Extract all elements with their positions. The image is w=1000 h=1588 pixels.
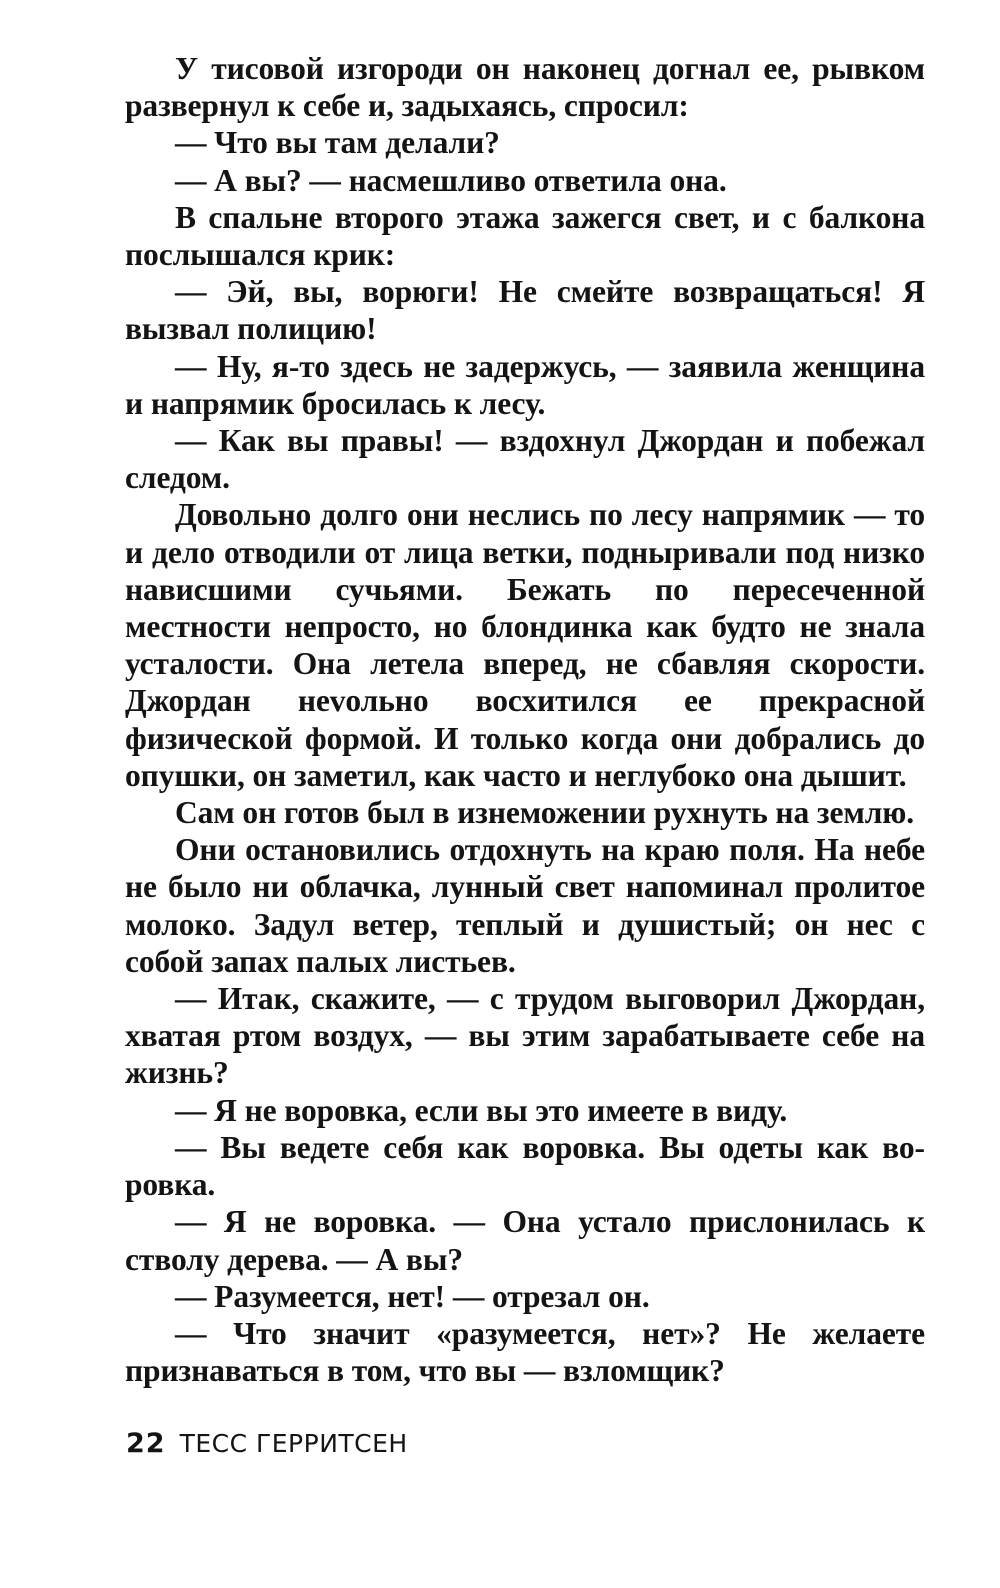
paragraph-9: Сам он готов был в изнеможении рухнуть на землю.	[175, 795, 915, 831]
running-head-author: ТЕСС ГЕРРИТСЕН	[179, 1429, 408, 1458]
page-footer	[126, 1428, 408, 1459]
paragraph-4: В спальне второго этажа зажегся свет, и с балкона послышался крик:	[125, 199, 925, 273]
paragraph-13: — Вы ведете себя как воровка. Вы одеты как воровка.	[125, 1129, 925, 1203]
paragraph-10: Они остановились отдохнуть на краю поля. На небе не было ни облачка, лунный свет напоминал пролитое молоко. Задул ветер, теплый и душистый; он нес с собой запах палых листьев.	[125, 832, 925, 979]
paragraph-3: — А вы? — насмешливо ответила она.	[175, 162, 727, 198]
page-number: 22	[126, 1428, 166, 1459]
page-body	[125, 50, 925, 1389]
paragraph-8: Довольно долго они неслись по лесу напрямик — то и дело отводили от лица ветки, подныривали под низко нависшими сучьями. Бежать по пересеченной местности непросто, но блондинка как будто не знала усталости. Она летела вперед, не сбавляя скорости. Джордан неvольно восхитился ее прекрасной физической формой. И только когда они добрались до опушки, он заметил, как часто и неглубоко она дышит.	[125, 497, 925, 793]
paragraph-2: — Что вы там делали?	[175, 125, 500, 161]
paragraph-11: — Итак, скажите, — с трудом выговорил Джордан, хватая ртом воздух, — вы этим зарабатываете себе на жизнь?	[125, 981, 925, 1091]
paragraph-14: — Я не воровка. — Она устало прислонилась к стволу дерева. — А вы?	[125, 1204, 925, 1277]
paragraph-16: — Что значит «разумеется, нет»? Не желаете признаваться в том, что вы — взломщик?	[125, 1315, 925, 1389]
paragraph-5: — Эй, вы, ворюги! Не смейте возвращаться! Я вызвал полицию!	[125, 274, 925, 347]
paragraph-6: — Ну, я-то здесь не задержусь, — заявила женщина и напрямик бросилась к лесу.	[125, 348, 925, 421]
paragraph-12: — Я не воровка, если вы это имеете в виду.	[175, 1092, 788, 1128]
paragraph-7: — Как вы правы! — вздохнул Джордан и побежал следом.	[125, 423, 925, 496]
paragraph-1: У тисовой изгороди он наконец догнал ее, рывком развернул к себе и, задыхаясь, спросил:	[125, 51, 925, 124]
paragraph-15: — Разумеется, нет! — отрезал он.	[175, 1278, 650, 1314]
